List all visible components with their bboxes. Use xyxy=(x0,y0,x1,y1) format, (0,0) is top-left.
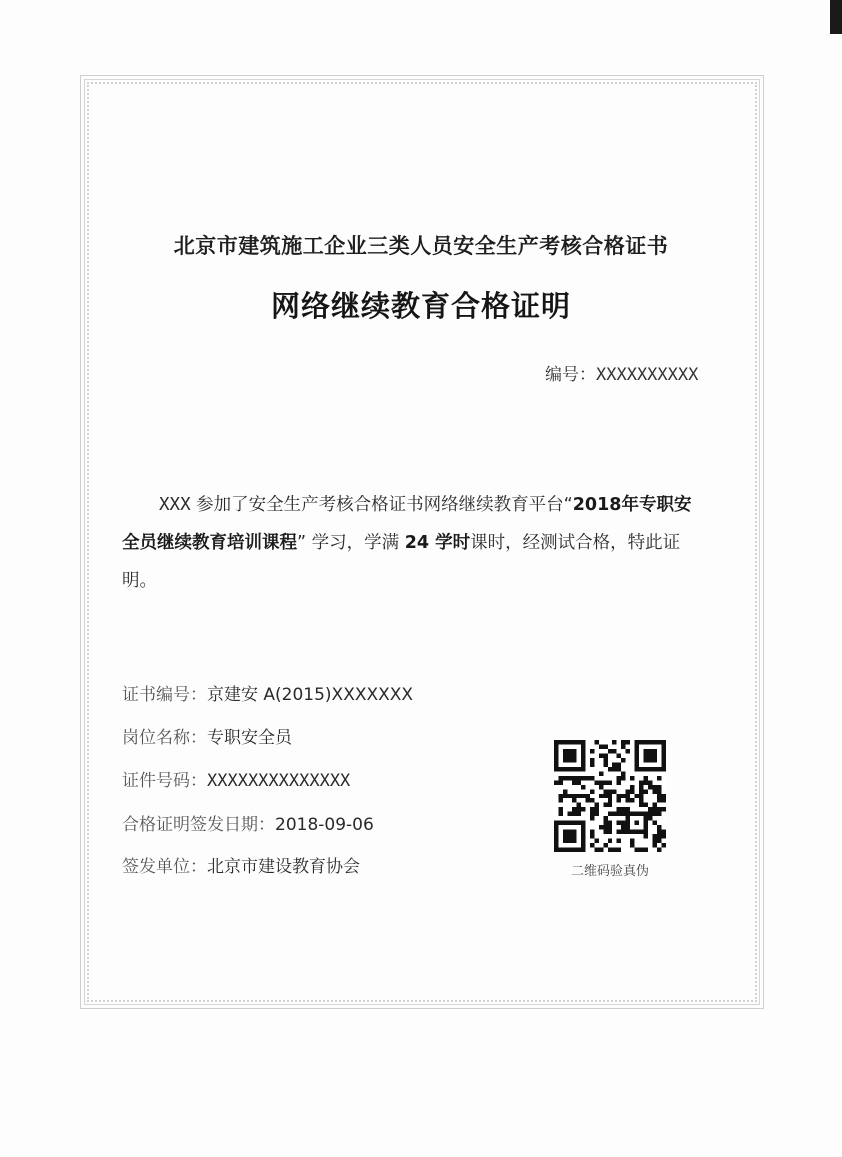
detail-label: 证件号码： xyxy=(122,771,207,791)
serial-value: XXXXXXXXXX xyxy=(596,365,699,385)
detail-label: 合格证明签发日期： xyxy=(122,815,275,835)
study-hours: 24 xyxy=(404,533,430,553)
id-number: XXXXXXXXXXXXXX xyxy=(207,771,351,791)
issue-date: 2018-09-06 xyxy=(275,815,374,835)
course-title: 年专职安全员继续教育培训课程 xyxy=(122,495,692,553)
certificate-number: 京建安 A(2015)XXXXXXX xyxy=(207,685,414,705)
detail-row xyxy=(122,852,360,877)
detail-label: 证书编号： xyxy=(122,685,207,705)
qr-caption: 二维码验真伪 xyxy=(570,864,649,879)
certificate-body xyxy=(122,486,692,600)
detail-label: 岗位名称： xyxy=(122,728,207,748)
course-year: 2018 xyxy=(572,495,622,515)
participant-name: XXX xyxy=(159,495,191,515)
body-text-3: 课时，经测试合格，特此证明。 xyxy=(122,533,681,591)
body-text-1: 参加了安全生产考核合格证书网络继续教育平台“ xyxy=(190,495,573,515)
detail-row xyxy=(122,810,374,835)
certificate-subtitle: 网络继续教育合格证明 xyxy=(270,289,571,323)
position-name: 专职安全员 xyxy=(207,728,292,748)
detail-row xyxy=(122,680,413,705)
qr-code-icon[interactable] xyxy=(554,740,666,852)
body-text-2: ” 学习，学满 xyxy=(297,533,405,553)
study-hours-unit: 学时 xyxy=(429,533,471,553)
certificate-title: 北京市建筑施工企业三类人员安全生产考核合格证书 xyxy=(173,234,669,258)
detail-row xyxy=(122,766,350,791)
detail-label: 签发单位： xyxy=(122,857,207,877)
detail-row xyxy=(122,723,292,748)
serial-label: 编号： xyxy=(545,365,596,385)
serial-number xyxy=(545,360,698,385)
issuing-unit: 北京市建设教育协会 xyxy=(207,857,360,877)
scan-edge-mark xyxy=(830,0,842,34)
